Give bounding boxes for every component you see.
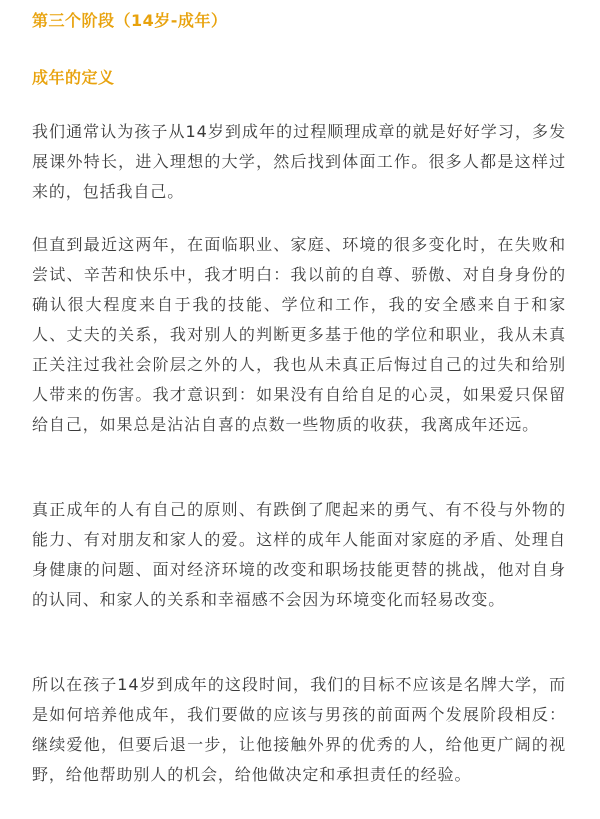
paragraph-4: 所以在孩子14岁到成年的这段时间，我们的目标不应该是名牌大学，而是如何培养他成年，我们要做的应该与男孩的前面两个发展阶段相反：继续爱他，但要后退一步，让他接触外界的优秀的人，给他更广阔的视野，给他帮助别人的机会，给他做决定和承担责任的经验。 <box>32 675 566 784</box>
paragraph-3: 真正成年的人有自己的原则、有跌倒了爬起来的勇气、有不役与外物的能力、有对朋友和家人的爱。这样的成年人能面对家庭的矛盾、处理自身健康的问题、面对经济环境的改变和职场技能更替的挑战，他对自身的认同、和家人的关系和幸福感不会因为环境变化而轻易改变。 <box>32 500 566 609</box>
subsection-title: 成年的定义 <box>32 68 115 87</box>
paragraph-1: 我们通常认为孩子从14岁到成年的过程顺理成章的就是好好学习，多发展课外特长，进入理想的大学，然后找到体面工作。很多人都是这样过来的，包括我自己。 <box>32 122 566 201</box>
paragraph-2: 但直到最近这两年，在面临职业、家庭、环境的很多变化时，在失败和尝试、辛苦和快乐中，我才明白：我以前的自尊、骄傲、对自身身份的确认很大程度来自于我的技能、学位和工作，我的安全感来自于和家人、丈夫的关系，我对别人的判断更多基于他的学位和职业，我从未真正关注过我社会阶层之外的人，我也从未真正后悔过自己的过失和给别人带来的伤害。我才意识到：如果没有自给自足的心灵，如果爱只保留给自己，如果总是沾沾自喜的点数一些物质的收获，我离成年还远。 <box>32 235 566 434</box>
section-title: 第三个阶段（14岁-成年） <box>32 11 228 30</box>
